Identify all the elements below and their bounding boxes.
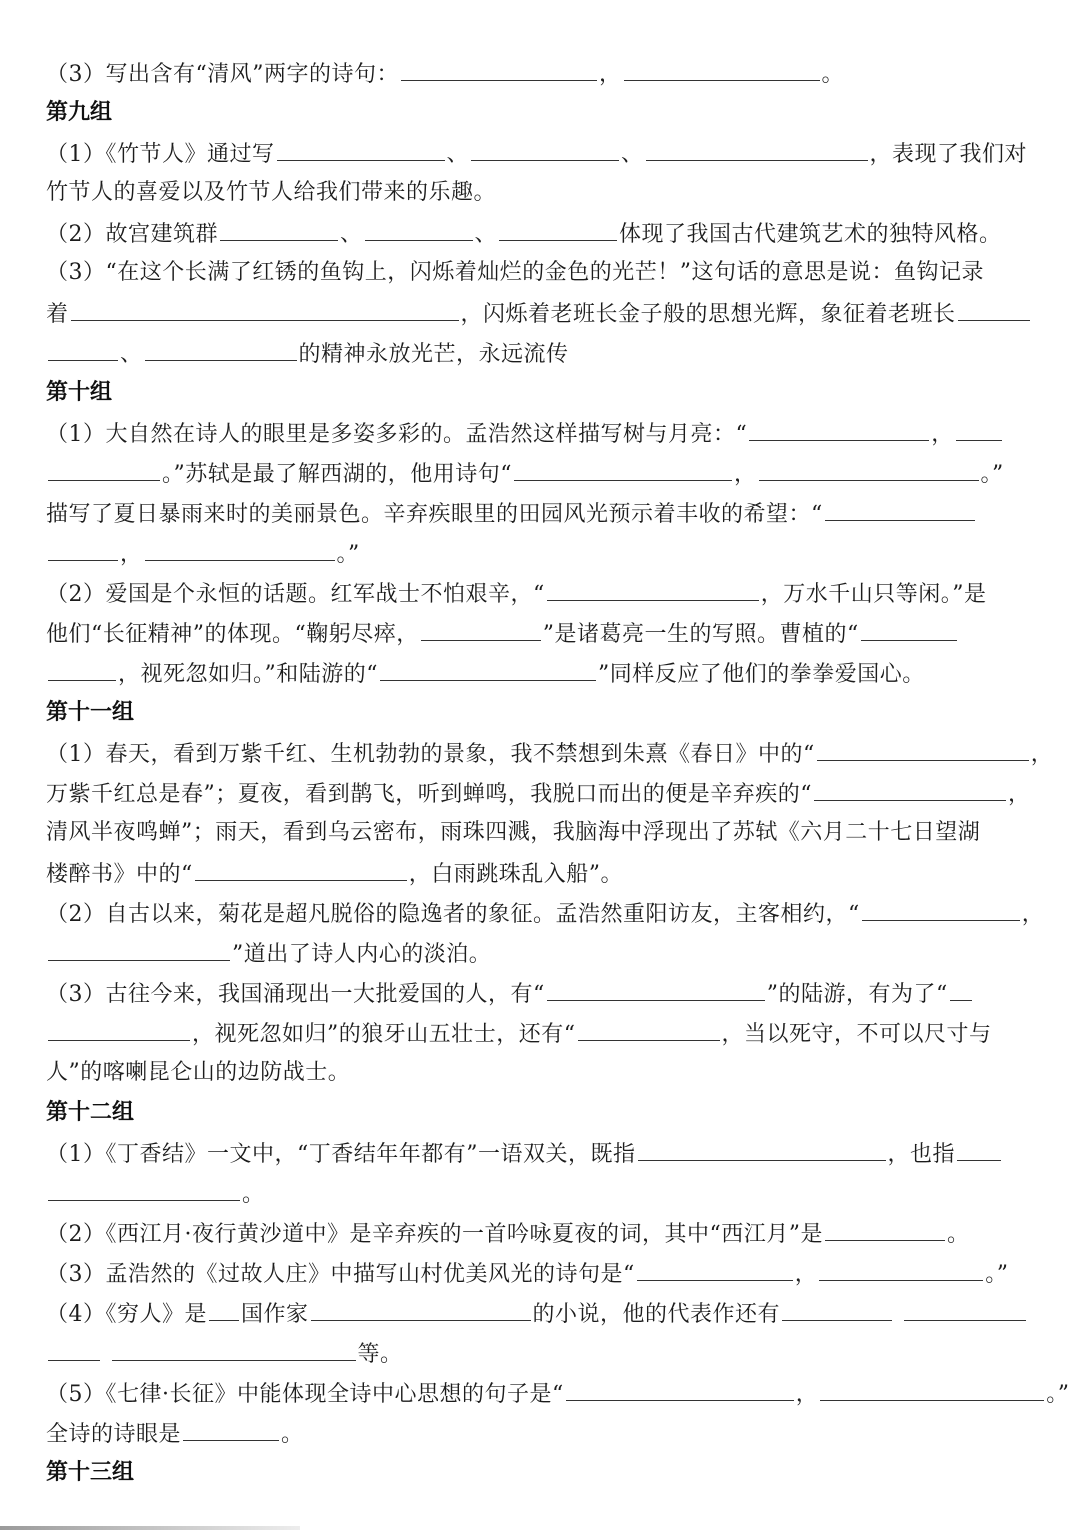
- answer-blank[interactable]: [646, 138, 868, 161]
- question-text: 万紫千红总是春”；夏夜，看到鹊飞，听到蝉鸣，我脱口而出的便是辛弃疾的“: [46, 782, 812, 807]
- question-text: 的精神永放光芒，永远流传: [298, 342, 569, 367]
- group-heading: 第九组: [46, 100, 113, 125]
- question-line: [46, 1418, 1056, 1450]
- answer-blank[interactable]: [624, 58, 820, 81]
- answer-blank[interactable]: [311, 1298, 531, 1321]
- answer-blank[interactable]: [499, 218, 617, 241]
- question-text: ，: [120, 542, 143, 567]
- answer-blank[interactable]: [814, 778, 1006, 801]
- question-line: [46, 1378, 1070, 1410]
- question-text: 他们“长征精神”的体现。“鞠躬尽瘁，: [46, 622, 419, 647]
- question-text: 。”: [1046, 1382, 1070, 1407]
- question-text: ，当以死守，不可以尺寸与: [721, 1022, 992, 1047]
- question-line: [46, 938, 1056, 970]
- answer-blank[interactable]: [112, 1338, 356, 1361]
- question-line: [46, 1218, 1056, 1250]
- question-text: 人”的喀喇昆仑山的边防战士。: [46, 1060, 351, 1085]
- question-text: （3）孟浩然的《过故人庄》中描写山村优美风光的诗句是“: [46, 1262, 635, 1287]
- question-text: （4）《穷人》是: [46, 1302, 207, 1327]
- question-text: 。”: [980, 462, 1004, 487]
- group-heading: 第十三组: [46, 1460, 135, 1485]
- question-text: （1）大自然在诗人的眼里是多姿多彩的。孟浩然这样描写树与月亮：“: [46, 422, 748, 447]
- question-text: ，闪烁着老班长金子般的思想光辉，象征着老班长: [460, 302, 956, 327]
- question-text: （2）《西江月·夜行黄沙道中》是辛弃疾的一首吟咏夏夜的词，其中“西江月”是: [46, 1222, 823, 1247]
- question-text: 、: [120, 342, 143, 367]
- question-text: ，: [1021, 902, 1045, 927]
- question-text: （1）春天，看到万紫千红、生机勃勃的景象，我不禁想到朱熹《春日》中的“: [46, 742, 815, 767]
- question-text: 楼醉书》中的“: [46, 862, 193, 887]
- question-text: ”是诸葛亮一生的写照。曹植的“: [542, 622, 859, 647]
- answer-blank[interactable]: [380, 658, 596, 681]
- question-text: ，: [931, 422, 954, 447]
- answer-blank[interactable]: [48, 1178, 240, 1201]
- answer-blank[interactable]: [145, 538, 335, 561]
- answer-blank[interactable]: [209, 1298, 239, 1321]
- question-text: ，: [795, 1382, 819, 1407]
- answer-blank[interactable]: [825, 498, 975, 521]
- question-text: 国作家: [241, 1302, 309, 1327]
- answer-blank[interactable]: [71, 298, 459, 321]
- answer-blank[interactable]: [950, 978, 972, 1001]
- answer-blank[interactable]: [220, 218, 338, 241]
- question-text: ，: [794, 1262, 818, 1287]
- question-text: 的小说，他的代表作还有: [532, 1302, 781, 1327]
- question-text: （2）爱国是个永恒的话题。红军战士不怕艰辛，“: [46, 582, 545, 607]
- question-text: ，视死忽如归。”和陆游的“: [118, 662, 378, 687]
- question-text: 、: [340, 222, 363, 247]
- question-text: 。: [821, 62, 845, 87]
- answer-blank[interactable]: [749, 418, 929, 441]
- answer-blank[interactable]: [277, 138, 445, 161]
- answer-blank[interactable]: [637, 1258, 793, 1281]
- answer-blank[interactable]: [782, 1298, 892, 1321]
- question-line: [46, 1138, 1056, 1170]
- question-text: 。”: [985, 1262, 1009, 1287]
- question-line: [46, 458, 1056, 490]
- question-text: [102, 1342, 110, 1367]
- question-line: [46, 178, 1056, 208]
- question-text: 。”苏轼是最了解西湖的，他用诗句“: [162, 462, 512, 487]
- answer-blank[interactable]: [365, 218, 473, 241]
- answer-blank[interactable]: [956, 418, 1002, 441]
- question-text: 着: [46, 302, 69, 327]
- answer-blank[interactable]: [819, 1258, 983, 1281]
- group-heading: 第十二组: [46, 1100, 135, 1125]
- question-text: ，: [734, 462, 757, 487]
- question-line: [46, 618, 1056, 650]
- question-line: [46, 818, 1056, 848]
- answer-blank[interactable]: [547, 578, 759, 601]
- question-text: ”的陆游，有为了“: [766, 982, 948, 1007]
- answer-blank[interactable]: [183, 1418, 279, 1441]
- question-text: （3）“在这个长满了红锈的鱼钩上，闪烁着灿烂的金色的光芒！”这句话的意思是说：鱼钩记录: [46, 260, 984, 285]
- question-text: 等。: [357, 1342, 403, 1367]
- answer-blank[interactable]: [958, 298, 1030, 321]
- question-text: 描写了夏日暴雨来时的美丽景色。辛弃疾眼里的田园风光预示着丰收的希望：“: [46, 502, 823, 527]
- answer-blank[interactable]: [471, 138, 619, 161]
- answer-blank[interactable]: [759, 458, 979, 481]
- question-text: ，: [1030, 742, 1054, 767]
- question-text: ，万水千山只等闲。”是: [760, 582, 987, 607]
- group-heading: 第十组: [46, 380, 113, 405]
- answer-blank[interactable]: [825, 1218, 945, 1241]
- answer-blank[interactable]: [638, 1138, 886, 1161]
- question-text: ，: [1008, 782, 1031, 807]
- question-line: [46, 1258, 1056, 1290]
- question-text: （1）《竹节人》通过写: [46, 142, 275, 167]
- answer-blank[interactable]: [820, 1378, 1044, 1401]
- question-line: [46, 858, 1056, 890]
- answer-blank[interactable]: [48, 538, 118, 561]
- question-text: 体现了我国古代建筑艺术的独特风格。: [619, 222, 1002, 247]
- question-text: ，视死忽如归”的狼牙山五壮士，还有“: [192, 1022, 576, 1047]
- question-text: 、: [621, 142, 644, 167]
- question-line: [46, 778, 1056, 810]
- question-line: [46, 1178, 1056, 1210]
- question-line: [46, 258, 1056, 288]
- answer-blank[interactable]: [48, 1018, 190, 1041]
- question-text: 。: [947, 1222, 970, 1247]
- answer-blank[interactable]: [817, 738, 1029, 761]
- answer-blank[interactable]: [48, 458, 160, 481]
- question-text: ”道出了诗人内心的淡泊。: [232, 942, 492, 967]
- question-text: （2）自古以来，菊花是超凡脱俗的隐逸者的象征。孟浩然重阳访友，主客相约，“: [46, 902, 860, 927]
- question-text: （5）《七律·长征》中能体现全诗中心思想的句子是“: [46, 1382, 564, 1407]
- question-line: [46, 1058, 1056, 1088]
- answer-blank[interactable]: [145, 338, 297, 361]
- question-text: 竹节人的喜爱以及竹节人给我们带来的乐趣。: [46, 180, 497, 205]
- answer-blank[interactable]: [48, 1338, 100, 1361]
- question-text: 。: [242, 1182, 265, 1207]
- question-line: [46, 498, 1056, 530]
- question-line: [46, 1338, 1056, 1370]
- question-line: [46, 338, 1056, 370]
- question-text: 清风半夜鸣蝉”；雨天，看到乌云密布，雨珠四溅，我脑海中浮现出了苏轼《六月二十七日望湖: [46, 820, 981, 845]
- question-text: （3）古往今来，我国涌现出一大批爱国的人，有“: [46, 982, 545, 1007]
- question-line: [46, 138, 1056, 170]
- answer-blank[interactable]: [48, 658, 116, 681]
- question-text: （3）写出含有“清风”两字的诗句：: [46, 62, 399, 87]
- answer-blank[interactable]: [421, 618, 541, 641]
- question-text: ，表现了我们对: [869, 142, 1028, 167]
- question-line: [46, 658, 1056, 690]
- answer-blank[interactable]: [578, 1018, 720, 1041]
- question-text: ，白雨跳珠乱入船”。: [408, 862, 623, 887]
- question-text: 全诗的诗眼是: [46, 1422, 182, 1447]
- answer-blank[interactable]: [862, 898, 1020, 921]
- question-text: 、: [474, 222, 498, 247]
- question-text: 。”: [336, 542, 360, 567]
- question-line: [46, 578, 1056, 610]
- answer-blank[interactable]: [547, 978, 765, 1001]
- question-text: ，也指: [887, 1142, 956, 1167]
- question-line: [46, 538, 1056, 570]
- answer-blank[interactable]: [514, 458, 732, 481]
- answer-blank[interactable]: [48, 938, 230, 961]
- question-text: [894, 1302, 902, 1327]
- answer-blank[interactable]: [957, 1138, 1001, 1161]
- answer-blank[interactable]: [195, 858, 407, 881]
- page-bottom-edge: [0, 1526, 300, 1530]
- question-line: [46, 418, 1056, 450]
- answer-blank[interactable]: [48, 338, 118, 361]
- question-line: [46, 738, 1056, 770]
- question-line: [46, 58, 1056, 90]
- group-heading: 第十一组: [46, 700, 135, 725]
- answer-blank[interactable]: [566, 1378, 794, 1401]
- answer-blank[interactable]: [861, 618, 957, 641]
- question-text: 、: [446, 142, 470, 167]
- question-line: [46, 978, 1056, 1010]
- question-line: [46, 898, 1056, 930]
- question-text: ，: [599, 62, 622, 87]
- question-text: （2）故宫建筑群: [46, 222, 218, 247]
- answer-blank[interactable]: [401, 58, 597, 81]
- answer-blank[interactable]: [904, 1298, 1026, 1321]
- question-line: [46, 298, 1056, 330]
- question-line: [46, 1298, 1056, 1330]
- question-text: ”同样反应了他们的拳拳爱国心。: [598, 662, 925, 687]
- question-line: [46, 218, 1056, 250]
- question-text: 。: [281, 1422, 304, 1447]
- question-line: [46, 1018, 1056, 1050]
- question-text: （1）《丁香结》一文中，“丁香结年年都有”一语双关，既指: [46, 1142, 636, 1167]
